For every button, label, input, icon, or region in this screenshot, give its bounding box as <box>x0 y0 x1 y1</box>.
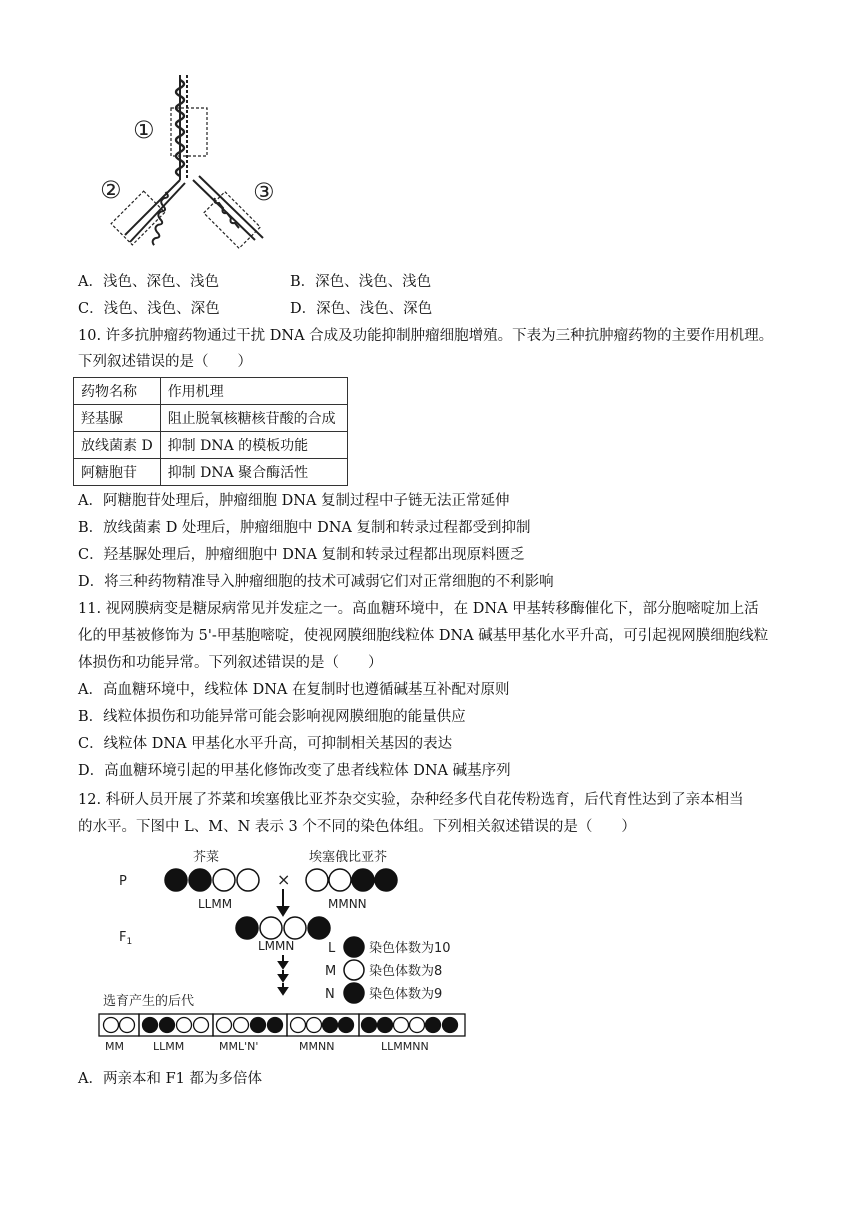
q10-option-a: A．阿糖胞苷处理后，肿瘤细胞 DNA 复制过程中子链无法正常延伸 <box>78 493 510 509</box>
table-cell: 阻止脱氧核糖核苷酸的合成 <box>160 405 347 432</box>
table-row <box>74 459 348 486</box>
table-header: 作用机理 <box>160 378 347 405</box>
q11-option-a: A．高血糖环境中，线粒体 DNA 在复制时也遵循碱基互补配对原则 <box>78 682 510 698</box>
q9-option-d: D．深色、浅色、深色 <box>290 301 433 317</box>
fork-label-1: ① <box>133 116 155 144</box>
legend-letter-l: L <box>328 941 336 956</box>
parent2-name: 埃塞俄比亚芥 <box>309 850 388 865</box>
q11-option-b: B．线粒体损伤和功能异常可能会影响视网膜细胞的能量供应 <box>78 709 466 725</box>
offspring-label: MML'N' <box>219 1040 259 1053</box>
q11-stem-line3: 体损伤和功能异常。下列叙述错误的是（ ） <box>78 655 383 671</box>
drug-mechanism-table <box>73 377 348 486</box>
q11-stem-line1: 11. 视网膜病变是糖尿病常见并发症之一。高血糖环境中，在 DNA 甲基转移酶催化下，部分胞嘧啶加上活 <box>78 601 759 617</box>
table-row <box>74 432 348 459</box>
fork-label-3: ③ <box>253 178 275 206</box>
table-cell: 阿糖胞苷 <box>74 459 161 486</box>
table-cell: 放线菌素 D <box>74 432 161 459</box>
q9-option-c: C．浅色、浅色、深色 <box>78 301 220 317</box>
q11-option-d: D．高血糖环境引起的甲基化修饰改变了患者线粒体 DNA 碱基序列 <box>78 763 511 779</box>
q10-option-d: D．将三种药物精准导入肿瘤细胞的技术可减弱它们对正常细胞的不利影响 <box>78 574 554 590</box>
fork-label-2: ② <box>100 176 122 204</box>
offspring-label: MM <box>105 1040 124 1053</box>
q10-option-c: C．羟基脲处理后，肿瘤细胞中 DNA 复制和转录过程都出现原料匮乏 <box>78 547 525 563</box>
p-label: P <box>119 874 127 889</box>
parent1-name: 芥菜 <box>193 850 220 865</box>
replication-fork-figure <box>95 70 295 260</box>
q12-option-a: A．两亲本和 F1 都为多倍体 <box>78 1071 262 1087</box>
q12-stem-line1: 12. 科研人员开展了芥菜和埃塞俄比亚芥杂交实验，杂种经多代自花传粉选育，后代育性达到了亲本相当 <box>78 792 744 808</box>
hybridization-figure <box>95 845 480 1055</box>
offspring-label: LLMMNN <box>381 1040 429 1053</box>
legend-text-n: 染色体数为9 <box>369 987 443 1002</box>
legend-text-m: 染色体数为8 <box>369 964 443 979</box>
q10-stem-line1: 10. 许多抗肿瘤药物通过干扰 DNA 合成及功能抑制肿瘤细胞增殖。下表为三种抗肿瘤药物的主要作用机理。 <box>78 328 774 344</box>
offspring-label: LLMM <box>153 1040 185 1053</box>
table-header: 药物名称 <box>74 378 161 405</box>
f1-label: $F_1$ <box>119 930 133 947</box>
table-cell: 抑制 DNA 的模板功能 <box>160 432 347 459</box>
offspring-label: MMNN <box>299 1040 335 1053</box>
parent1-genome: LLMM <box>198 897 233 911</box>
offspring-title: 选育产生的后代 <box>103 994 195 1009</box>
q9-option-b: B．深色、浅色、浅色 <box>290 274 432 290</box>
q10-option-b: B．放线菌素 D 处理后，肿瘤细胞中 DNA 复制和转录过程都受到抑制 <box>78 520 531 536</box>
q10-stem-line2: 下列叙述错误的是（ ） <box>78 354 252 370</box>
q9-option-a: A．浅色、深色、浅色 <box>78 274 219 290</box>
table-row <box>74 405 348 432</box>
legend-letter-n: N <box>325 987 335 1002</box>
table-cell: 羟基脲 <box>74 405 161 432</box>
q12-stem-line2: 的水平。下图中 L、M、N 表示 3 个不同的染色体组。下列相关叙述错误的是（ ） <box>78 819 636 835</box>
table-cell: 抑制 DNA 聚合酶活性 <box>160 459 347 486</box>
cross-symbol: × <box>277 870 291 889</box>
parent2-genome: MMNN <box>328 897 367 911</box>
q11-option-c: C．线粒体 DNA 甲基化水平升高，可抑制相关基因的表达 <box>78 736 453 752</box>
table-header-row <box>74 378 348 405</box>
q11-stem-line2: 化的甲基被修饰为 5'-甲基胞嘧啶，使视网膜细胞线粒体 DNA 碱基甲基化水平升高，可引起视网膜细胞线粒 <box>78 628 769 644</box>
legend-letter-m: M <box>325 964 337 979</box>
f1-genome: LMMN <box>258 939 295 953</box>
legend-text-l: 染色体数为10 <box>369 941 451 956</box>
